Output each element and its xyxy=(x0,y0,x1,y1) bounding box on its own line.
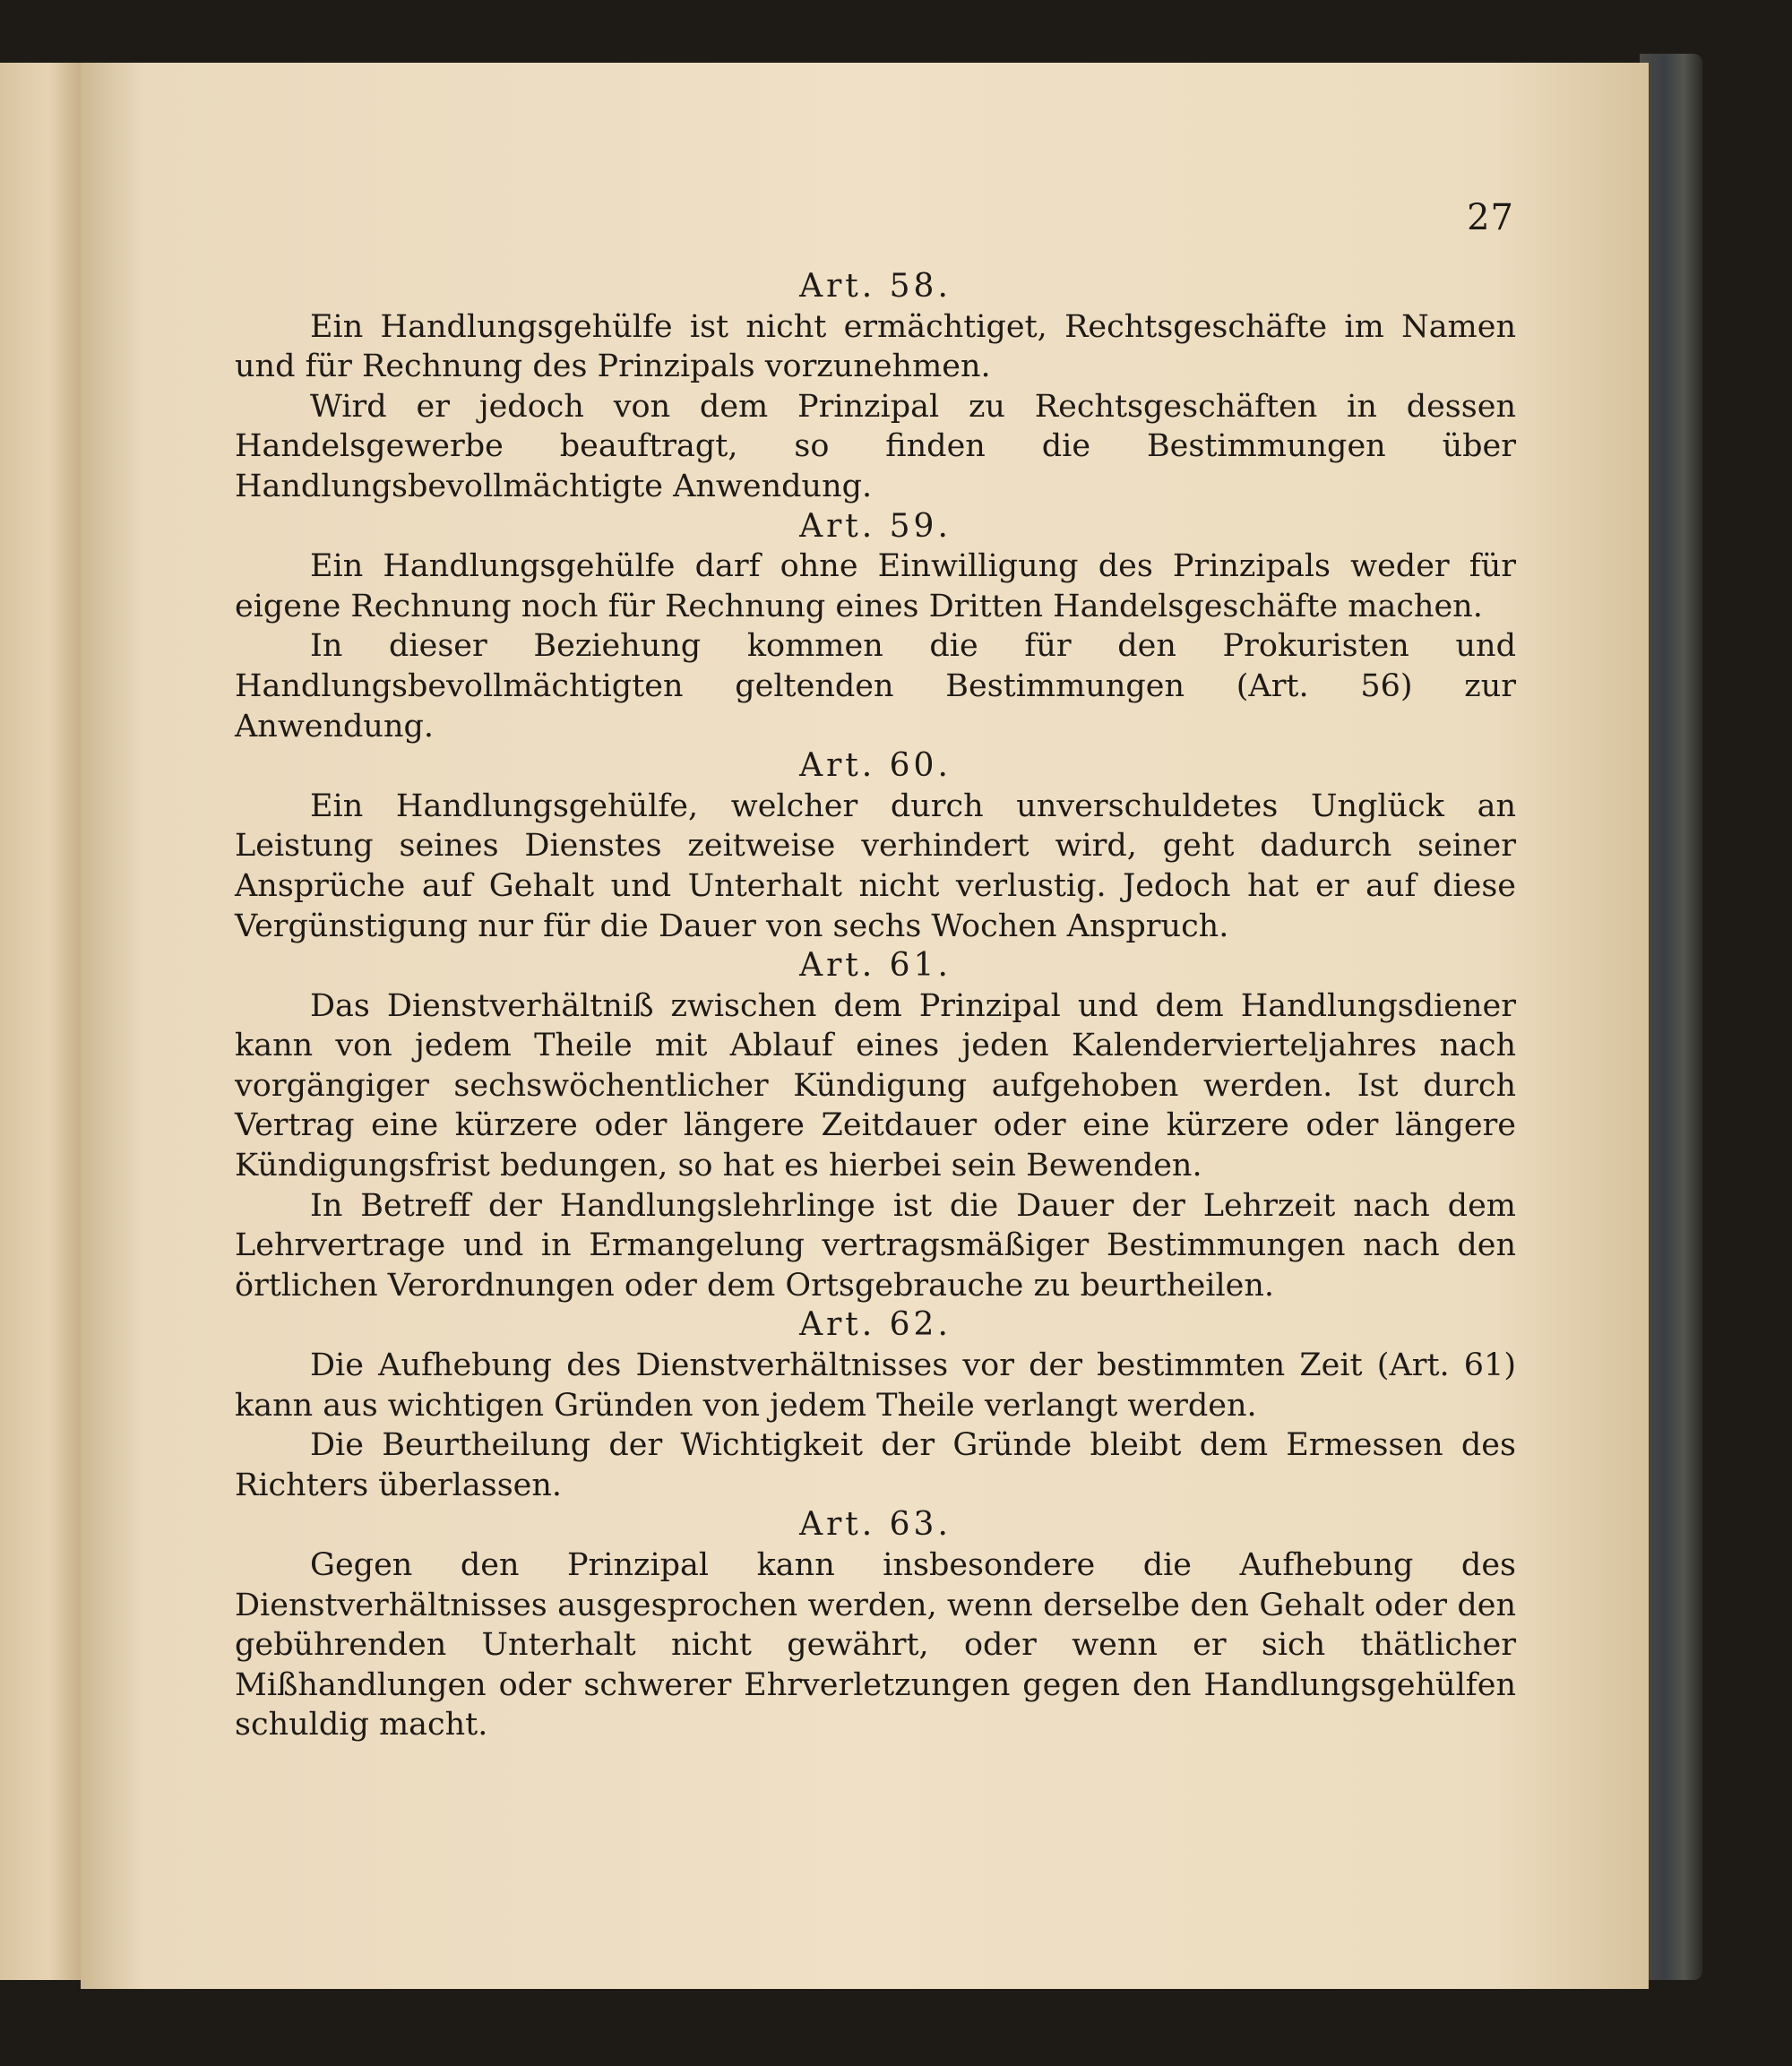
text-block xyxy=(235,267,1516,1745)
paragraph: Wird er jedoch von dem Prinzipal zu Rechtsgeschäften in dessen Handelsgewerbe beauftragt, so finden die Bestimmungen über Handlungsbevollmächtigte Anwendung. xyxy=(235,388,1516,504)
article-heading: Art. 59. xyxy=(799,507,952,545)
paragraph: Gegen den Prinzipal kann insbesondere die Aufhebung des Dienstverhältnisses ausgesprochen werden, wenn derselbe den Gehalt oder den gebührenden Unterhalt nicht gewährt, oder wenn er sich thätlicher Mißhandlungen oder schwerer Ehrverletzungen gegen den Handlungsgehülfen schuldig macht. xyxy=(235,1547,1516,1743)
paragraph: Das Dienstverhältniß zwischen dem Prinzipal und dem Handlungsdiener kann von jedem Theile mit Ablauf eines jeden Kalendervierteljahres nach vorgängiger sechswöchentlicher Kündigung aufgehoben werden. Ist durch Vertrag eine kürzere oder längere Zeitdauer oder eine kürzere oder längere Kündigungsfrist bedungen, so hat es hierbei sein Bewenden. xyxy=(235,987,1516,1184)
paragraph: In dieser Beziehung kommen die für den Prokuristen und Handlungsbevollmächtigten geltenden Bestimmungen (Art. 56) zur Anwendung. xyxy=(235,628,1516,745)
article-heading: Art. 61. xyxy=(799,947,952,985)
paragraph: Die Aufhebung des Dienstverhältnisses vor der bestimmten Zeit (Art. 61) kann aus wichtigen Gründen von jedem Theile verlangt werden. xyxy=(235,1347,1516,1424)
paragraph: Ein Handlungsgehülfe ist nicht ermächtiget, Rechtsgeschäfte im Namen und für Rechnung des Prinzipals vorzunehmen. xyxy=(235,308,1516,385)
page-number: 27 xyxy=(1467,197,1514,238)
article-heading: Art. 58. xyxy=(799,268,952,305)
article-heading: Art. 63. xyxy=(799,1506,952,1544)
book-page xyxy=(81,63,1649,1989)
book-cover-edge xyxy=(1640,54,1702,1980)
left-page-edge xyxy=(0,63,81,1980)
article-heading: Art. 62. xyxy=(799,1306,952,1344)
paragraph: In Betreff der Handlungslehrlinge ist die Dauer der Lehrzeit nach dem Lehrvertrage und in Ermangelung vertragsmäßiger Bestimmungen nach den örtlichen Verordnungen oder dem Ortsgebrauche zu beurtheilen. xyxy=(235,1187,1516,1304)
paragraph: Ein Handlungsgehülfe darf ohne Einwilligung des Prinzipals weder für eigene Rechnung noch für Rechnung eines Dritten Handelsgeschäfte machen. xyxy=(235,548,1516,624)
paragraph: Die Beurtheilung der Wichtigkeit der Gründe bleibt dem Ermessen des Richters überlassen. xyxy=(235,1427,1516,1503)
article-heading: Art. 60. xyxy=(799,747,952,785)
paragraph: Ein Handlungsgehülfe, welcher durch unverschuldetes Unglück an Leistung seines Dienstes zeitweise verhindert wird, geht dadurch seiner Ansprüche auf Gehalt und Unterhalt nicht verlustig. Jedoch hat er auf diese Vergünstigung nur für die Dauer von sechs Wochen Anspruch. xyxy=(235,788,1516,944)
